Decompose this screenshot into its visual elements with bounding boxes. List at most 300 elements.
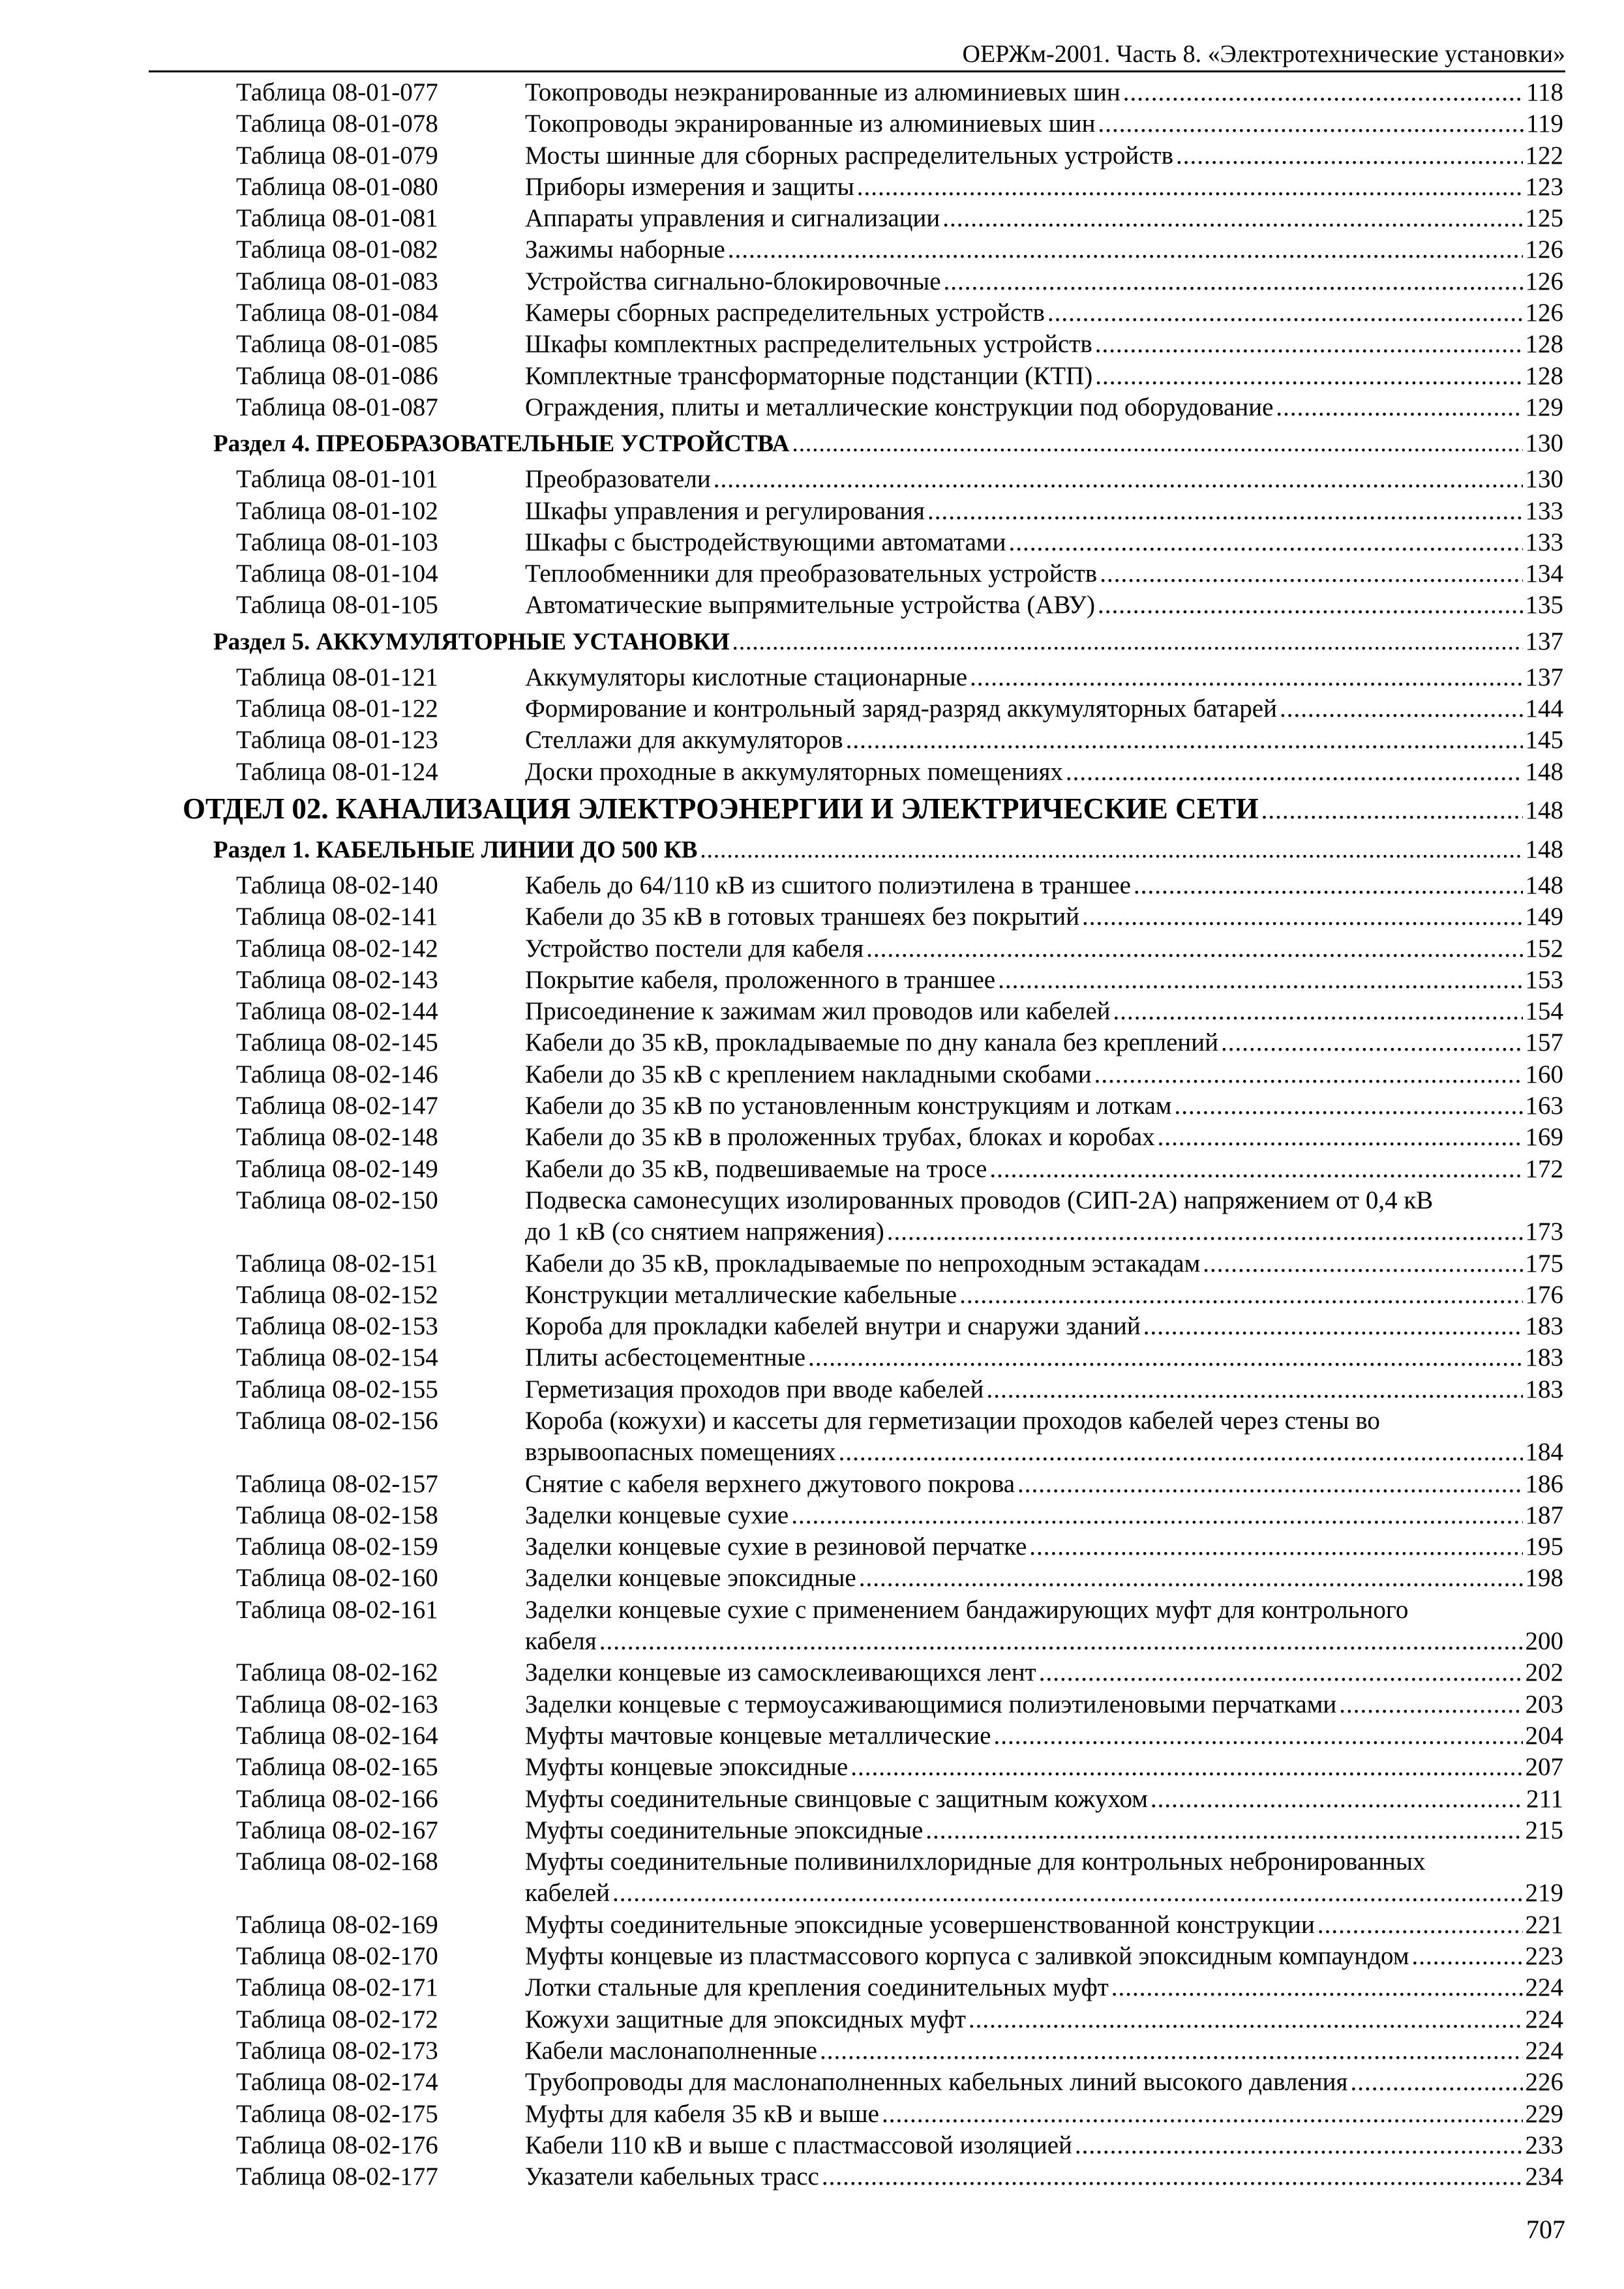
dot-leader [1276,392,1522,423]
toc-entry-title-line-1: Муфты соединительные поливинилхлоридные для контрольных небронированных [525,1848,1426,1876]
toc-entry-title: Аккумуляторы кислотные стационарные [525,663,968,691]
toc-entry-title-line [525,464,1563,495]
toc-entry-code: Таблица 08-02-150 [236,1186,438,1214]
toc-entry-title-line [525,1154,1563,1185]
dot-leader [998,965,1522,996]
toc-entry-title-line [525,329,1563,360]
toc-entry-title-line [525,1090,1563,1122]
toc-entry-page: 183 [1525,1343,1563,1372]
toc-entry-code: Таблица 08-02-146 [236,1060,438,1088]
toc-entry-code: Таблица 08-01-086 [236,361,438,390]
dot-leader [887,1216,1523,1248]
toc-entry-page: 153 [1525,965,1563,994]
toc-entry-page: 137 [1525,663,1563,691]
toc-section-heading [0,423,1624,464]
dot-leader [927,496,1523,527]
toc-entry-page: 204 [1525,1721,1563,1750]
dot-leader [1039,1657,1523,1688]
toc-heading-title: Раздел 1. КАБЕЛЬНЫЕ ЛИНИИ ДО 500 КВ [213,836,698,863]
toc-entry-code: Таблица 08-02-168 [236,1848,438,1876]
toc-entry-code: Таблица 08-02-153 [236,1312,438,1341]
toc-entry [0,1122,1624,1153]
toc-entry-code: Таблица 08-01-104 [236,560,438,588]
toc-entry-code: Таблица 08-02-175 [236,2099,438,2128]
toc-entry-code: Таблица 08-01-123 [236,726,438,755]
toc-entry-code: Таблица 08-02-176 [236,2131,438,2159]
toc-entry-page: 126 [1525,267,1563,295]
toc-entry-page: 202 [1525,1658,1563,1687]
toc-entry-code: Таблица 08-01-082 [236,235,438,264]
toc-entry-page: 172 [1525,1154,1563,1183]
toc-entry-title: Шкафы комплектных распределительных устройств [525,330,1092,359]
toc-entry-code: Таблица 08-01-084 [236,299,438,327]
toc-entry-title: Кабели до 35 кВ в готовых траншеях без покрытий [525,903,1079,931]
toc-entry-page: 207 [1525,1753,1563,1782]
toc-entry-code: Таблица 08-02-142 [236,934,438,963]
toc-entry-title-line [525,1500,1563,1531]
toc-entry [0,1909,1624,1941]
toc-entry-code: Таблица 08-02-156 [236,1406,438,1435]
toc-entry-code: Таблица 08-02-148 [236,1123,438,1152]
toc-entry-page: 198 [1525,1564,1563,1593]
toc-entry-page: 149 [1525,903,1563,931]
dot-leader [1203,1248,1522,1279]
toc-entry [0,392,1624,423]
toc-entry-title: Кабели до 35 кВ, прокладываемые по непроходным эстакадам [525,1249,1201,1278]
toc-entry-title: Мосты шинные для сборных распределительных устройств [525,141,1174,170]
toc-entry-title: Кабели 110 кВ и выше с пластмассовой изоляцией [525,2131,1072,2159]
toc-entry-code: Таблица 08-02-161 [236,1595,438,1624]
toc-entry-title-line [525,140,1563,172]
toc-entry-title: Камеры сборных распределительных устройств [525,299,1045,327]
toc-entry-code: Таблица 08-02-163 [236,1690,438,1718]
toc-entry-code: Таблица 08-01-079 [236,141,438,170]
toc-entry [0,1090,1624,1122]
toc-entry-code: Таблица 08-02-155 [236,1375,438,1403]
toc-entry-title: Указатели кабельных трасс [525,2162,819,2191]
toc-entry-title-line-2 [525,1626,1563,1657]
toc-entry [0,361,1624,392]
dot-leader [1047,297,1523,329]
page-number: 707 [1526,2215,1565,2244]
toc-entry-title-line [525,1752,1563,1783]
toc-entry [0,527,1624,558]
toc-heading-line [213,423,1563,464]
dot-leader [1017,1469,1522,1500]
dot-leader [820,2035,1523,2067]
toc-entry-title-line-2 [525,1437,1563,1468]
dot-leader [1066,756,1523,788]
toc-entry-title: Снятие с кабеля верхнего джутового покрова [525,1469,1015,1498]
toc-entry-page: 183 [1525,1375,1563,1403]
toc-entry-title-line-1: Подвеска самонесущих изолированных проводов (СИП-2А) напряжением от 0,4 кВ [525,1186,1434,1214]
dot-leader [728,234,1523,265]
toc-entry-page: 126 [1525,235,1563,264]
toc-entry [0,965,1624,996]
toc-entry-title-line [525,1374,1563,1405]
toc-entry-page: 148 [1525,757,1563,786]
toc-section-heading [0,830,1624,870]
toc-entry-code: Таблица 08-02-144 [236,997,438,1026]
toc-heading-page: 137 [1525,627,1563,655]
toc-entry-code: Таблица 08-01-081 [236,204,438,233]
toc-entry [0,901,1624,933]
toc-entry-title-line [525,496,1563,527]
toc-entry [0,933,1624,965]
toc-entry [0,1846,1624,1909]
toc-entry-title: Комплектные трансформаторные подстанции (КТП) [525,361,1093,390]
toc-entry-page: 226 [1525,2068,1563,2097]
toc-entry-page: 134 [1525,560,1563,588]
toc-entry [0,2099,1624,2130]
toc-entry-title: Стеллажи для аккумуляторов [525,726,843,755]
toc-heading-page: 130 [1525,429,1563,458]
dot-leader [612,1878,1523,1909]
toc-entry-title: Трубопроводы для маслонаполненных кабельных линий высокого давления [525,2068,1348,2097]
toc-entry-code: Таблица 08-02-171 [236,1973,438,2002]
toc-entry [0,266,1624,297]
toc-entry [0,1594,1624,1658]
toc-entry-title: Муфты мачтовые концевые металлические [525,1721,991,1750]
dot-leader [1143,1311,1523,1342]
toc-entry-page: 211 [1526,1784,1563,1813]
toc-entry-title: Приборы измерения и защиты [525,172,854,201]
toc-entry [0,1342,1624,1373]
toc-entry-code: Таблица 08-02-141 [236,903,438,931]
toc-entry-page: 135 [1525,591,1563,620]
toc-entry-title-line-1: Заделки концевые сухие с применением бандажирующих муфт для контрольного [525,1595,1409,1624]
dot-leader [1111,1972,1523,2003]
toc-entry-title: Муфты соединительные свинцовые с защитным кожухом [525,1784,1148,1813]
toc-entry [0,108,1624,140]
toc-entry-title-line [525,527,1563,558]
toc-entry-page: 145 [1525,726,1563,755]
dot-leader [1174,1090,1522,1122]
toc-entry-page: 221 [1525,1910,1563,1939]
toc-entry-title-continuation: взрывоопасных помещениях [525,1437,836,1466]
toc-entry-code: Таблица 08-02-169 [236,1910,438,1939]
dot-leader [1008,527,1522,558]
dot-leader [1317,1909,1523,1941]
toc-entry-title-line [525,1941,1563,1972]
toc-entry [0,1059,1624,1090]
toc-entry [0,172,1624,203]
dot-leader [599,1626,1523,1657]
toc-entry [0,1563,1624,1594]
toc-entry-title: Муфты концевые эпоксидные [525,1753,849,1782]
toc-entry-code: Таблица 08-02-160 [236,1564,438,1593]
toc-entry-title: Заделки концевые с термоусаживающимися полиэтиленовыми перчатками [525,1690,1337,1718]
toc-entry-title-line [525,662,1563,693]
toc-entry-title-line-2 [525,1216,1563,1248]
toc-entry [0,1027,1624,1058]
toc-entry-title: Кабель до 64/110 кВ из сшитого полиэтилена в траншее [525,871,1131,899]
toc-entry-page: 122 [1525,141,1563,170]
toc-entry [0,1500,1624,1531]
toc-heading-page: 148 [1525,835,1563,863]
toc-entry-title-continuation: кабелей [525,1879,610,1908]
toc-entry-code: Таблица 08-01-087 [236,393,438,421]
dot-leader [732,622,1523,663]
toc-entry-code: Таблица 08-02-174 [236,2068,438,2097]
dot-leader [1098,590,1523,621]
toc-entry-page: 169 [1525,1123,1563,1152]
dot-leader [993,1720,1522,1752]
toc-entry-title-line [525,2004,1563,2035]
toc-entry-code: Таблица 08-02-167 [236,1816,438,1844]
toc-entry-title-line [525,1122,1563,1153]
toc-entry-title: Заделки концевые сухие в резиновой перчатке [525,1533,1027,1561]
toc-entry-title-line [525,1909,1563,1941]
toc-entry-code: Таблица 08-02-173 [236,2036,438,2065]
toc-entry-title-block [525,1405,1563,1468]
dot-leader [1098,108,1524,140]
toc-entry-page: 128 [1525,330,1563,359]
toc-entry-page: 163 [1525,1092,1563,1120]
dot-leader [1412,1941,1523,1972]
toc-entry-code: Таблица 08-01-124 [236,757,438,786]
toc-entry-title: Кабели маслонаполненные [525,2036,817,2065]
toc-entry-title-line [525,1784,1563,1815]
toc-entry-title-line-1: Короба (кожухи) и кассеты для герметизации проходов кабелей через стены во [525,1406,1380,1435]
dot-leader [1176,140,1522,172]
toc-entry-code: Таблица 08-02-149 [236,1154,438,1183]
toc-entry [0,693,1624,725]
dot-leader [822,2161,1523,2192]
toc-entry-title-line [525,590,1563,621]
dot-leader [942,203,1522,234]
toc-entry [0,1531,1624,1563]
toc-entry-title: Плиты асбестоцементные [525,1343,806,1372]
toc-entry-code: Таблица 08-01-122 [236,695,438,723]
running-header: ОЕРЖм-2001. Часть 8. «Электротехнические установки» [149,38,1565,72]
toc-entry-title-line [525,558,1563,590]
toc-entry-title-line [525,965,1563,996]
toc-entry-code: Таблица 08-02-158 [236,1501,438,1529]
toc-entry [0,2004,1624,2035]
toc-entry-code: Таблица 08-02-145 [236,1028,438,1057]
toc-entry-code: Таблица 08-01-078 [236,110,438,138]
toc-entry-code: Таблица 08-02-152 [236,1280,438,1309]
toc-entry-title-line [525,392,1563,423]
toc-entry-code: Таблица 08-02-162 [236,1658,438,1687]
dot-leader [1134,870,1523,901]
toc-entry-code: Таблица 08-02-154 [236,1343,438,1372]
toc-entry [0,558,1624,590]
toc-entry-title-line [525,1531,1563,1563]
toc-entry [0,1815,1624,1846]
dot-leader [866,933,1522,965]
toc-entry-code: Таблица 08-02-165 [236,1753,438,1782]
toc-entry-page: 203 [1525,1690,1563,1718]
toc-entry-title-line [525,234,1563,265]
toc-entry-title-line [525,693,1563,725]
toc-entry-page: 224 [1525,2036,1563,2065]
toc-entry [0,1689,1624,1720]
toc-entry-code: Таблица 08-01-085 [236,330,438,359]
toc-entry [0,140,1624,172]
toc-entry [0,1469,1624,1500]
toc-entry [0,996,1624,1027]
toc-entry-page: 129 [1525,393,1563,421]
dot-leader [792,424,1522,464]
toc-entry-page: 175 [1525,1249,1563,1278]
toc-entry-title-line [525,203,1563,234]
toc-entry [0,464,1624,495]
toc-entry-code: Таблица 08-02-166 [236,1784,438,1813]
toc-entry-code: Таблица 08-02-164 [236,1721,438,1750]
toc-entry-title-block [525,1594,1563,1657]
dot-leader [1029,1531,1522,1563]
toc-entry-title: Устройство постели для кабеля [525,934,864,963]
toc-entry-title-line [525,996,1563,1027]
toc-entry-title-line [525,297,1563,329]
toc-entry-title: Аппараты управления и сигнализации [525,204,940,233]
toc-entry [0,1657,1624,1688]
dot-leader [1123,77,1524,108]
toc-entry-title: Заделки концевые эпоксидные [525,1564,856,1593]
toc-entry-title-line [525,2130,1563,2161]
toc-entry-title: Шкафы с быстродействующими автоматами [525,528,1006,556]
dot-leader [846,725,1523,756]
toc-heading-page: 148 [1525,796,1563,824]
dot-leader [791,1500,1522,1531]
dot-leader [859,1563,1523,1594]
toc-entry-title: Кожухи защитные для эпоксидных муфт [525,2005,966,2033]
toc-entry-title-line-2 [525,1878,1563,1909]
toc-entry-title-line [525,361,1563,392]
toc-entry [0,725,1624,756]
toc-entry [0,496,1624,527]
toc-entry-title-line [525,1311,1563,1342]
toc-entry [0,1154,1624,1185]
toc-entry-code: Таблица 08-01-101 [236,465,438,494]
dot-leader [1280,693,1523,725]
toc-entry-page: 144 [1525,695,1563,723]
dot-leader [925,1815,1522,1846]
toc-entry-title: Заделки концевые сухие [525,1501,789,1529]
toc-entry-title: Муфты концевые из пластмассового корпуса с заливкой эпоксидным компаундом [525,1942,1409,1971]
toc-entry-page: 125 [1525,204,1563,233]
toc-entry-code: Таблица 08-01-105 [236,591,438,620]
dot-leader [1221,1027,1522,1058]
toc-entry-title-line [525,1248,1563,1279]
toc-entry-title-line [525,1720,1563,1752]
toc-entry-title: Токопроводы экранированные из алюминиевых шин [525,110,1096,138]
dot-leader [808,1342,1522,1373]
toc-entry [0,2035,1624,2067]
toc-entry-title-line [525,933,1563,965]
toc-entry [0,1248,1624,1279]
toc-entry-title: Присоединение к зажимам жил проводов или кабелей [525,997,1111,1026]
toc-entry [0,297,1624,329]
toc-entry-title-line [525,172,1563,203]
toc-entry-title: Конструкции металлические кабельные [525,1280,957,1309]
toc-entry-title: Кабели до 35 кВ, подвешиваемые на тросе [525,1154,987,1183]
toc-heading-title: Раздел 5. АККУМУЛЯТОРНЫЕ УСТАНОВКИ [213,628,730,655]
toc-entry [0,1311,1624,1342]
toc-entry-page: 215 [1525,1816,1563,1844]
toc-entry-page: 173 [1525,1217,1563,1246]
toc-entry [0,2067,1624,2098]
toc-entry-title: Зажимы наборные [525,235,725,264]
toc-entry-page: 233 [1525,2131,1563,2159]
toc-entry-code: Таблица 08-01-077 [236,78,438,106]
toc-entry-title: Муфты соединительные эпоксидные усовершенствованной конструкции [525,1910,1315,1939]
toc-entry-title-line [525,1563,1563,1594]
dot-leader [1150,1784,1524,1815]
toc-entry-page: 152 [1525,934,1563,963]
toc-entry [0,1279,1624,1311]
toc-entry [0,2161,1624,2192]
toc-entry-title: Токопроводы неэкранированные из алюминиевых шин [525,78,1120,106]
toc-entry-title: Муфты соединительные эпоксидные [525,1816,924,1844]
toc-entry-title-line [525,756,1563,788]
toc-entry-page: 187 [1525,1501,1563,1529]
toc-entry [0,329,1624,360]
toc-entry-code: Таблица 08-01-102 [236,496,438,525]
toc-heading-title: Раздел 4. ПРЕОБРАЗОВАТЕЛЬНЫЕ УСТРОЙСТВА [213,430,790,458]
toc-entry-title: Герметизация проходов при вводе кабелей [525,1375,984,1403]
dot-leader [1158,1122,1523,1153]
toc-entry-title-line [525,266,1563,297]
toc-entry-title-line [525,1689,1563,1720]
toc-entry-title: Теплообменники для преобразовательных устройств [525,560,1098,588]
toc-entry-title: Доски проходные в аккумуляторных помещениях [525,757,1063,786]
toc-entry-title: Автоматические выпрямительные устройства (АВУ) [525,591,1095,620]
toc-entry-page: 224 [1525,2005,1563,2033]
dot-leader [700,830,1522,871]
dot-leader [944,266,1523,297]
toc-entry-code: Таблица 08-02-151 [236,1249,438,1278]
toc-entry-page: 160 [1525,1060,1563,1088]
toc-entry-title: Устройства сигнально-блокировочные [525,267,941,295]
toc-entry-title-line [525,1279,1563,1311]
toc-entry-title: Преобразователи [525,465,711,494]
toc-entry-title: Кабели до 35 кВ в проложенных трубах, блоках и коробах [525,1123,1155,1152]
toc-entry-title-line [525,1469,1563,1500]
toc-entry-title: Покрытие кабеля, проложенного в траншее [525,965,996,994]
dot-leader [1261,790,1523,831]
toc-entry [0,1752,1624,1783]
toc-heading-line [213,830,1563,871]
toc-entry-title: Шкафы управления и регулирования [525,496,925,525]
toc-entry-page: 195 [1525,1533,1563,1561]
toc-entry-code: Таблица 08-01-121 [236,663,438,691]
toc-entry-title: Кабели до 35 кВ с креплением накладными скобами [525,1060,1092,1088]
toc-entry-title: Заделки концевые из самосклеивающихся лент [525,1658,1036,1687]
toc-entry [0,234,1624,265]
toc-entry-title-line [525,870,1563,901]
toc-entry-title: Короба для прокладки кабелей внутри и снаружи зданий [525,1312,1141,1341]
dot-leader [969,2004,1523,2035]
toc-entry [0,590,1624,621]
toc-entry-title: Лотки стальные для крепления соединительных муфт [525,1973,1109,2002]
toc-entry-page: 133 [1525,496,1563,525]
toc-entry [0,1374,1624,1405]
toc-entry-page: 118 [1526,78,1563,106]
toc-entry-page: 183 [1525,1312,1563,1341]
toc-entry-title-line [525,1815,1563,1846]
toc-entry-page: 157 [1525,1028,1563,1057]
toc-entry-title: Кабели до 35 кВ, прокладываемые по дну канала без креплений [525,1028,1219,1057]
toc-entry [0,756,1624,788]
toc-entry-title-continuation: кабеля [525,1626,597,1655]
toc-heading-line [183,788,1563,831]
dot-leader [714,464,1523,495]
toc-entry-title-block [525,1846,1563,1909]
toc-entry [0,203,1624,234]
